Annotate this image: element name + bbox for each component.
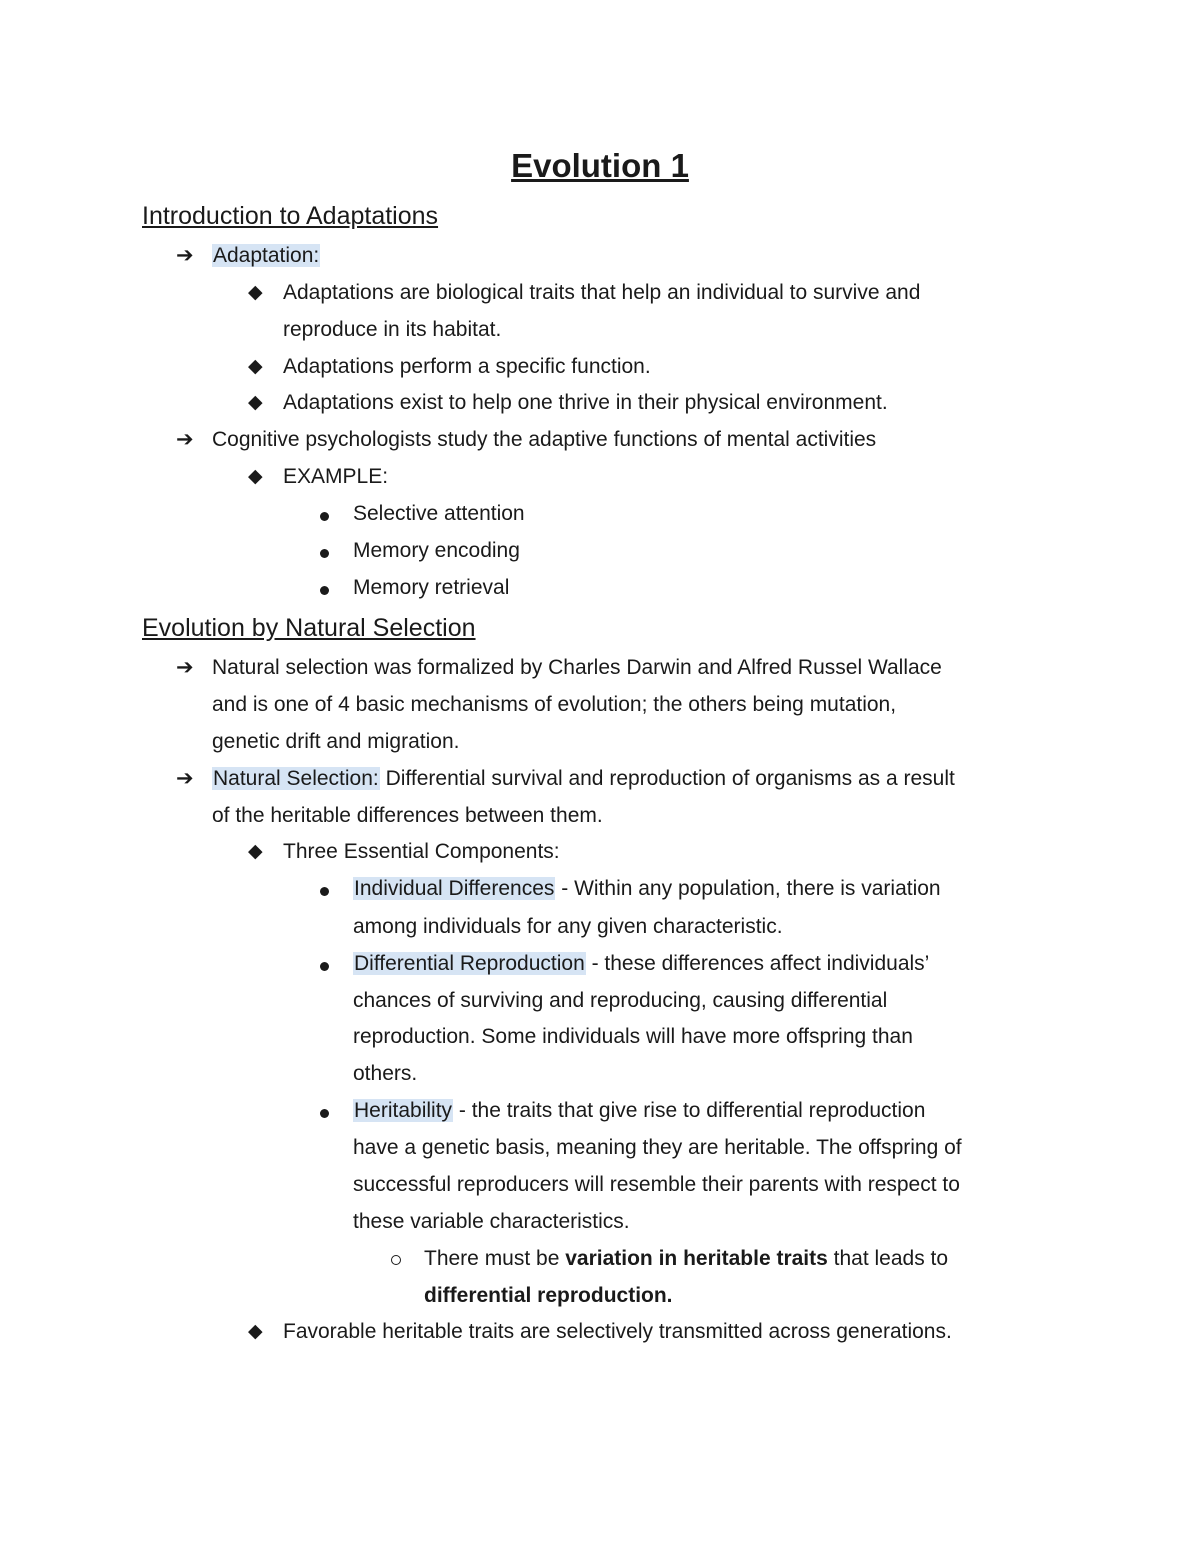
natural-selection-intro-cont: and is one of 4 basic mechanisms of evolution; the others being mutation,: [212, 693, 897, 716]
dot-bullet-icon: [320, 586, 329, 595]
component-text-cont: have a genetic basis, meaning they are heritable. The offspring of: [353, 1136, 962, 1159]
term-highlight: Natural Selection:: [213, 767, 379, 790]
section-heading-adaptations: Introduction to Adaptations: [142, 202, 439, 230]
component-differential-reproduction: Differential Reproduction - these differences affect individuals’: [354, 952, 930, 975]
natural-selection-definition-cont: of the heritable differences between them.: [212, 804, 603, 827]
component-individual-differences: Individual Differences - Within any population, there is variation: [354, 877, 941, 900]
dot-bullet-icon: [320, 887, 329, 896]
component-text-cont: others.: [353, 1062, 418, 1085]
diamond-bullet-icon: ◆: [248, 1321, 263, 1342]
component-heritability: Heritability - the traits that give rise to differential reproduction: [354, 1099, 926, 1122]
dot-bullet-icon: [320, 962, 329, 971]
diamond-bullet-icon: ◆: [248, 392, 263, 413]
arrow-icon: ➔: [176, 244, 194, 267]
cognitive-point: Cognitive psychologists study the adaptive functions of mental activities: [212, 428, 877, 451]
component-text-cont: successful reproducers will resemble their parents with respect to: [353, 1173, 960, 1196]
arrow-icon: ➔: [176, 428, 194, 451]
example-label: EXAMPLE:: [283, 465, 389, 488]
dot-bullet-icon: [320, 512, 329, 521]
arrow-icon: ➔: [176, 656, 194, 679]
term-highlight: Individual Differences: [354, 877, 555, 900]
natural-selection-intro: Natural selection was formalized by Charles Darwin and Alfred Russel Wallace: [212, 656, 942, 679]
component-text-cont: among individuals for any given characteristic.: [353, 915, 783, 938]
component-text-cont: chances of surviving and reproducing, causing differential: [353, 989, 888, 1012]
component-text-cont: these variable characteristics.: [353, 1210, 630, 1233]
adaptation-point-3: Adaptations exist to help one thrive in their physical environment.: [283, 391, 888, 414]
adaptation-point-1-cont: reproduce in its habitat.: [283, 318, 502, 341]
adaptation-label: Adaptation:: [213, 244, 320, 267]
variation-note-cont: differential reproduction.: [424, 1284, 673, 1307]
favorable-traits-point: Favorable heritable traits are selectively transmitted across generations.: [283, 1320, 952, 1343]
diamond-bullet-icon: ◆: [248, 466, 263, 487]
components-label: Three Essential Components:: [283, 840, 560, 863]
example-item: Memory retrieval: [353, 576, 510, 599]
example-item: Memory encoding: [353, 539, 520, 562]
dot-bullet-icon: [320, 1109, 329, 1118]
example-item: Selective attention: [353, 502, 525, 525]
natural-selection-definition: Natural Selection: Differential survival and reproduction of organisms as a result: [213, 767, 955, 790]
component-text-cont: reproduction. Some individuals will have more offspring than: [353, 1025, 913, 1048]
dot-bullet-icon: [320, 549, 329, 558]
arrow-icon: ➔: [176, 767, 194, 790]
page-title: Evolution 1: [511, 147, 689, 184]
term-highlight: Differential Reproduction: [354, 952, 585, 975]
diamond-bullet-icon: ◆: [248, 841, 263, 862]
variation-note: There must be variation in heritable traits that leads to: [424, 1247, 949, 1270]
term-highlight: Heritability: [354, 1099, 453, 1122]
diamond-bullet-icon: ◆: [248, 356, 263, 377]
section-heading-natural-selection: Evolution by Natural Selection: [142, 614, 476, 642]
circle-bullet-icon: [391, 1255, 401, 1265]
diamond-bullet-icon: ◆: [248, 282, 263, 303]
adaptation-point-2: Adaptations perform a specific function.: [283, 355, 651, 378]
adaptation-point-1: Adaptations are biological traits that help an individual to survive and: [283, 281, 921, 304]
natural-selection-intro-cont: genetic drift and migration.: [212, 730, 460, 753]
